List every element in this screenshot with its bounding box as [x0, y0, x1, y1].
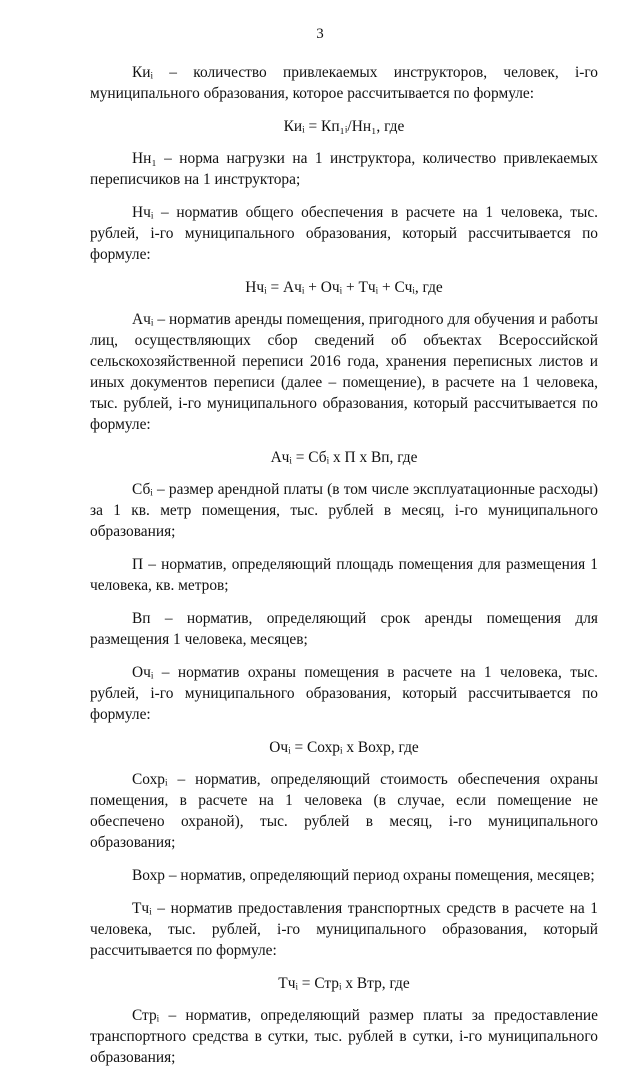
- formula-tch: Тчᵢ = Стрᵢ х Втр, где: [278, 975, 410, 992]
- document-body: [90, 62, 598, 1080]
- page-number: 3: [316, 26, 324, 42]
- paragraph-nn-definition: Нн₁ – норма нагрузки на 1 инструктора, количество привлекаемых переписчиков на 1 инструктора;: [90, 150, 598, 188]
- formula-ach: Ачᵢ = Сбᵢ х П х Вп, где: [270, 449, 418, 466]
- formula-nch: Нчᵢ = Ачᵢ + Очᵢ + Тчᵢ + Счᵢ, где: [245, 279, 443, 296]
- paragraph-nch-definition: Нчᵢ – норматив общего обеспечения в расчете на 1 человека, тыс. рублей, i-го муниципального образования, который рассчитывается по формуле:: [90, 204, 598, 263]
- formula-och: Очᵢ = Сохрᵢ х Вохр, где: [269, 739, 419, 756]
- paragraph-str-definition: Стрᵢ – норматив, определяющий размер платы за предоставление транспортного средства в сутки, тыс. рублей в сутки, i-го муниципального образования;: [90, 1007, 598, 1066]
- paragraph-sb-definition: Сбᵢ – размер арендной платы (в том числе эксплуатационные расходы) за 1 кв. метр помещения, тыс. рублей в месяц, i-го муниципального образования;: [90, 481, 598, 540]
- paragraph-vohr-definition: Вохр – норматив, определяющий период охраны помещения, месяцев;: [132, 867, 595, 884]
- paragraph-ach-definition: Ачᵢ – норматив аренды помещения, пригодного для обучения и работы лиц, осуществляющих сбор сведений об объектах Всероссийской сельскохозяйственной переписи 2016 года, хранения переписных листов и иных документов переписи (далее – помещение), в расчете на 1 человека, тыс. рублей, i-го муниципального образования, который рассчитывается по формуле:: [90, 311, 598, 433]
- paragraph-ki-definition: Киᵢ – количество привлекаемых инструкторов, человек, i-го муниципального образования, которое рассчитывается по формуле:: [90, 64, 598, 102]
- paragraph-p-definition: П – норматив, определяющий площадь помещения для размещения 1 человека, кв. метров;: [90, 556, 598, 594]
- formula-ki: Киᵢ = Кп₁ᵢ/Нн₁, где: [283, 118, 405, 135]
- paragraph-sohr-definition: Сохрᵢ – норматив, определяющий стоимость обеспечения охраны помещения, в расчете на 1 человека (в случае, если помещение не обеспечено охраной), тыс. рублей в месяц, i-го муниципального образования;: [90, 771, 598, 851]
- paragraph-och-definition: Очᵢ – норматив охраны помещения в расчете на 1 человека, тыс. рублей, i-го муниципального образования, который рассчитывается по формуле:: [90, 664, 598, 723]
- paragraph-vp-definition: Вп – норматив, определяющий срок аренды помещения для размещения 1 человека, месяцев;: [90, 610, 598, 648]
- paragraph-tch-definition: Тчᵢ – норматив предоставления транспортных средств в расчете на 1 человека, тыс. рублей, i-го муниципального образования, который рассчитывается по формуле:: [90, 900, 598, 959]
